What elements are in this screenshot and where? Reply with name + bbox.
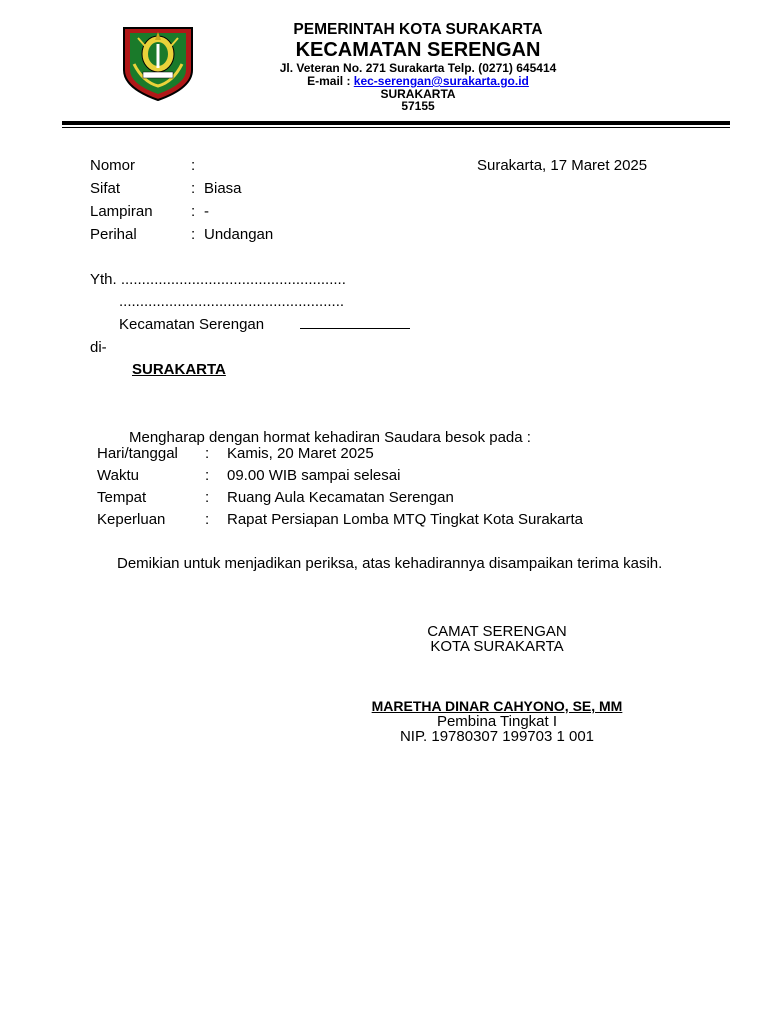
signature-name: MARETHA DINAR CAHYONO, SE, MM — [371, 698, 623, 714]
detail-value-tempat: Ruang Aula Kecamatan Serengan — [227, 489, 454, 506]
meta-label-nomor: Nomor — [90, 157, 136, 174]
meta-sep-nomor: : — [191, 157, 196, 174]
signature-title-2: KOTA SURAKARTA — [430, 638, 564, 655]
detail-sep-keperluan: : — [205, 511, 210, 528]
email-link[interactable]: kec-serengan@surakarta.go.id — [353, 74, 529, 88]
letterhead-government: PEMERINTAH KOTA SURAKARTA — [293, 21, 543, 38]
recipient-di: di- — [90, 339, 107, 356]
letterhead-postcode: 57155 — [401, 99, 435, 113]
letterhead-divider-thin — [62, 127, 730, 128]
letterhead-office: KECAMATAN SERENGAN — [295, 39, 541, 61]
detail-label-keperluan: Keperluan — [97, 511, 166, 528]
meta-value-lampiran: - — [204, 203, 209, 220]
meta-label-lampiran: Lampiran — [90, 203, 153, 220]
meta-label-sifat: Sifat — [90, 180, 121, 197]
detail-label-waktu: Waktu — [97, 467, 139, 484]
recipient-blank-line — [300, 328, 410, 329]
meta-value-sifat: Biasa — [204, 180, 242, 197]
detail-value-keperluan: Rapat Persiapan Lomba MTQ Tingkat Kota Surakarta — [227, 511, 584, 528]
recipient-yth: Yth. ...................................................... — [90, 271, 346, 288]
meta-label-perihal: Perihal — [90, 226, 137, 243]
meta-sep-sifat: : — [191, 180, 196, 197]
meta-sep-perihal: : — [191, 226, 196, 243]
recipient-kecamatan: Kecamatan Serengan — [119, 316, 265, 333]
email-label: E-mail : — [307, 74, 354, 88]
detail-sep-hari: : — [205, 445, 210, 462]
signature-title-1: CAMAT SERENGAN — [427, 623, 567, 640]
recipient-dots: ...................................................... — [119, 293, 345, 310]
letterhead-address: Jl. Veteran No. 271 Surakarta Telp. (0271) 645414 — [279, 61, 557, 75]
letterhead-city: SURAKARTA — [380, 87, 456, 101]
detail-label-hari: Hari/tanggal — [97, 445, 178, 462]
place-date: Surakarta, 17 Maret 2025 — [477, 157, 648, 174]
recipient-city: SURAKARTA — [132, 361, 226, 378]
letterhead-divider-thick — [62, 121, 730, 125]
signature-nip: NIP. 19780307 199703 1 001 — [399, 728, 595, 745]
body-intro: Mengharap dengan hormat kehadiran Saudara besok pada : — [129, 429, 531, 446]
meta-value-perihal: Undangan — [204, 226, 274, 243]
detail-value-waktu: 09.00 WIB sampai selesai — [227, 467, 401, 484]
detail-label-tempat: Tempat — [97, 489, 147, 506]
body-closing: Demikian untuk menjadikan periksa, atas kehadirannya disampaikan terima kasih. — [117, 555, 663, 572]
detail-sep-waktu: : — [205, 467, 210, 484]
signature-rank: Pembina Tingkat I — [436, 713, 558, 730]
letterhead-email-line — [0, 74, 768, 88]
detail-value-hari: Kamis, 20 Maret 2025 — [227, 445, 374, 462]
detail-sep-tempat: : — [205, 489, 210, 506]
meta-sep-lampiran: : — [191, 203, 196, 220]
